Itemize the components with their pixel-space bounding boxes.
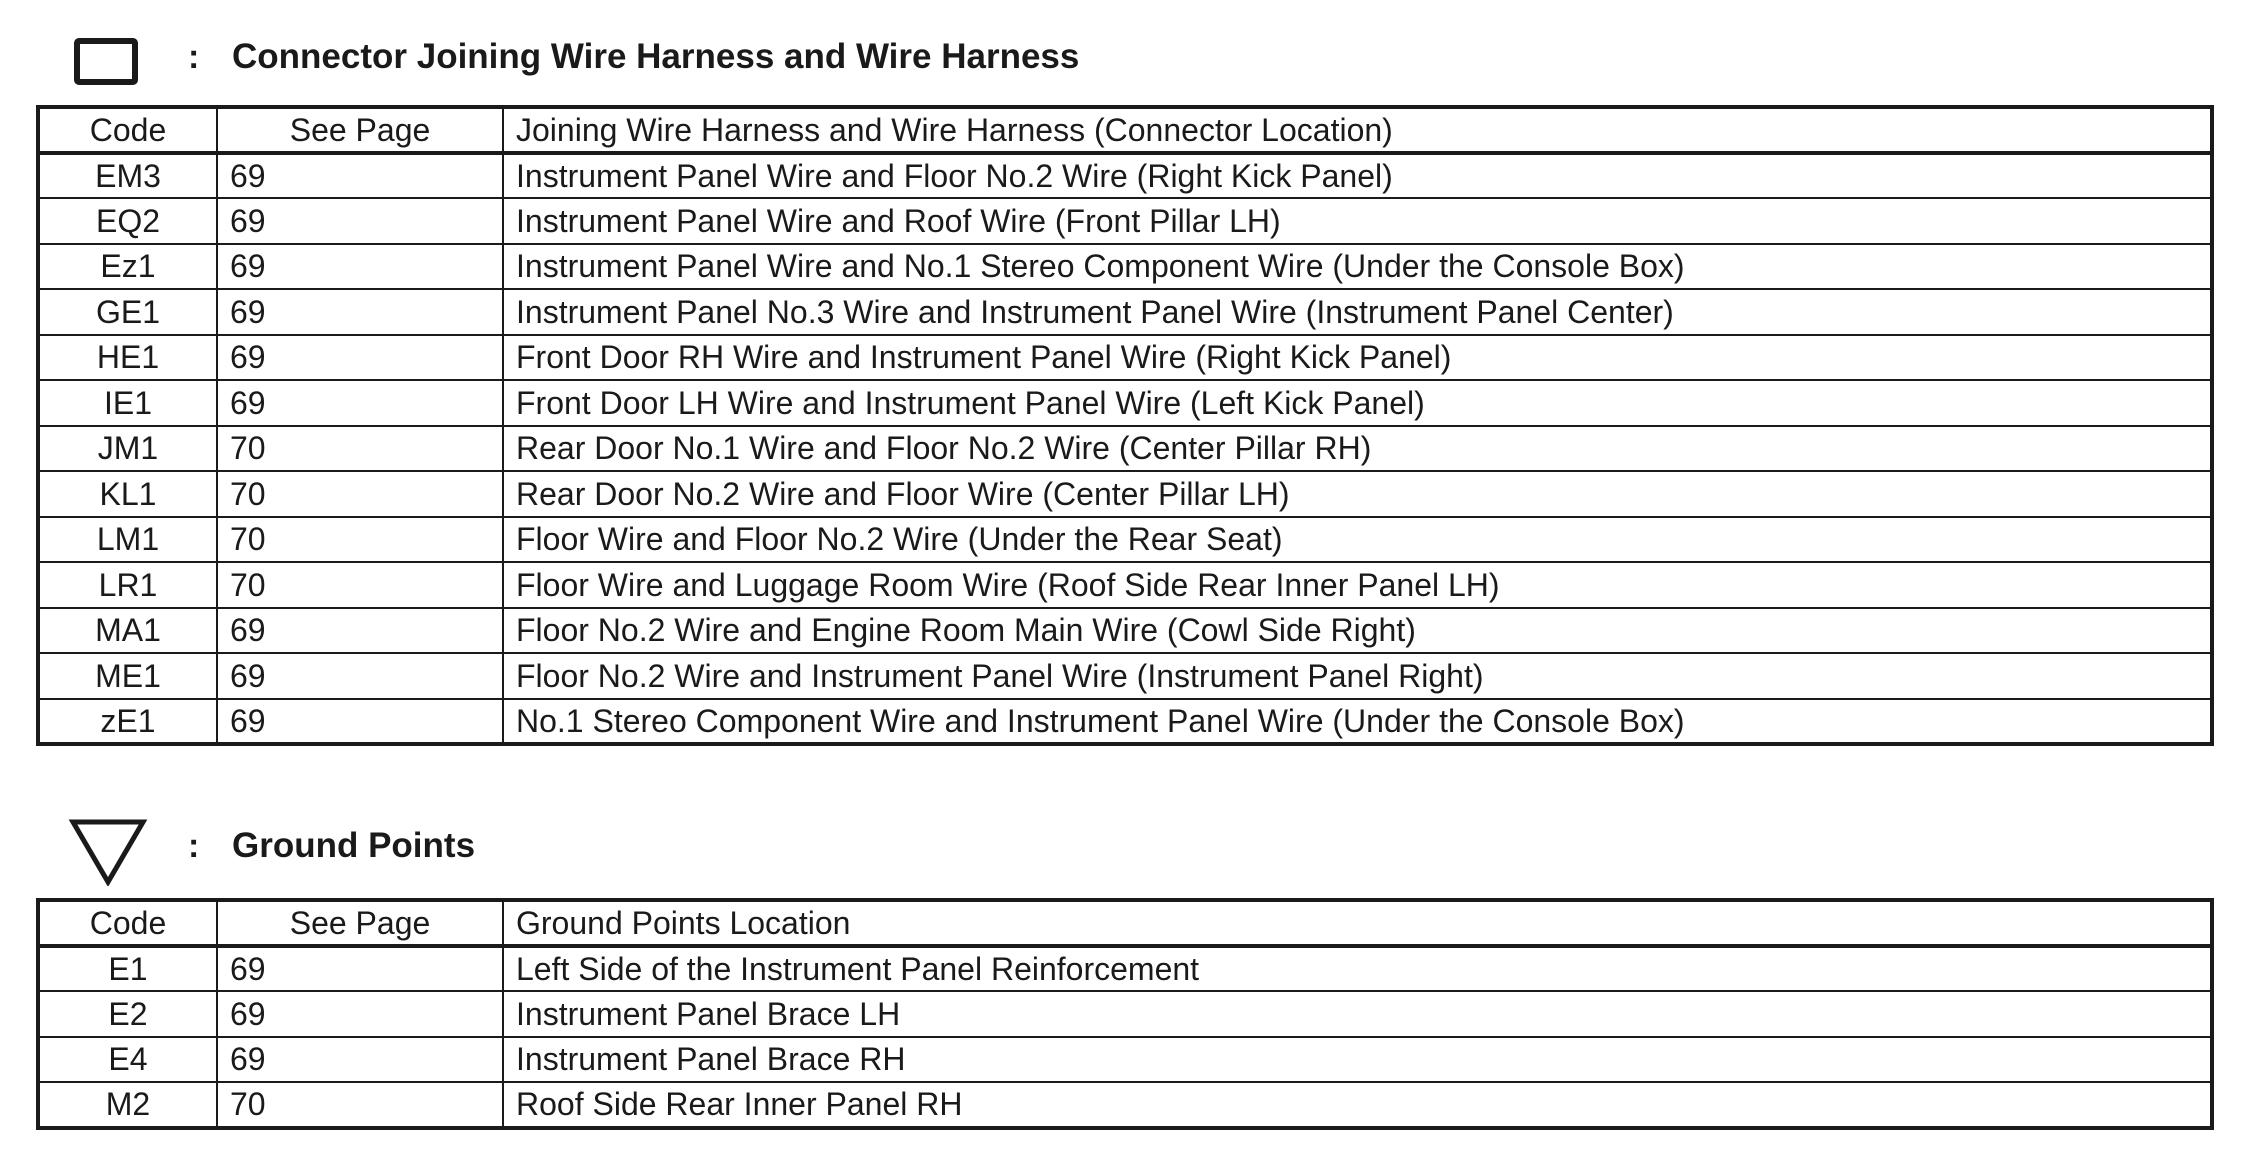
page-cell: 69 bbox=[217, 653, 503, 699]
ground-table-body bbox=[38, 946, 2212, 1128]
description-cell: Rear Door No.1 Wire and Floor No.2 Wire (Center Pillar RH) bbox=[503, 426, 2212, 472]
connector-header-description: Joining Wire Harness and Wire Harness (Connector Location) bbox=[503, 107, 2212, 153]
connector-table-header-row bbox=[38, 107, 2212, 153]
table-row bbox=[38, 380, 2212, 426]
connector-header-code: Code bbox=[38, 107, 217, 153]
ground-section-header bbox=[0, 790, 2250, 870]
code-cell: HE1 bbox=[38, 335, 217, 381]
page-cell: 69 bbox=[217, 244, 503, 290]
description-cell: Floor No.2 Wire and Engine Room Main Wire (Cowl Side Right) bbox=[503, 608, 2212, 654]
table-row bbox=[38, 699, 2212, 745]
code-cell: Ez1 bbox=[38, 244, 217, 290]
connector-header-see-page: See Page bbox=[217, 107, 503, 153]
table-row bbox=[38, 1082, 2212, 1128]
description-cell: Front Door LH Wire and Instrument Panel Wire (Left Kick Panel) bbox=[503, 380, 2212, 426]
description-cell: Instrument Panel Brace LH bbox=[503, 991, 2212, 1037]
page-cell: 70 bbox=[217, 517, 503, 563]
connector-symbol-icon bbox=[74, 38, 138, 85]
code-cell: ME1 bbox=[38, 653, 217, 699]
code-cell: M2 bbox=[38, 1082, 217, 1128]
table-row bbox=[38, 653, 2212, 699]
code-cell: MA1 bbox=[38, 608, 217, 654]
code-cell: E2 bbox=[38, 991, 217, 1037]
page-cell: 69 bbox=[217, 380, 503, 426]
description-cell: Floor Wire and Luggage Room Wire (Roof Side Rear Inner Panel LH) bbox=[503, 562, 2212, 608]
ground-header-code: Code bbox=[38, 900, 217, 946]
ground-header-description: Ground Points Location bbox=[503, 900, 2212, 946]
table-row bbox=[38, 198, 2212, 244]
table-row bbox=[38, 562, 2212, 608]
code-cell: zE1 bbox=[38, 699, 217, 745]
page-cell: 69 bbox=[217, 289, 503, 335]
description-cell: Instrument Panel Wire and Floor No.2 Wire (Right Kick Panel) bbox=[503, 153, 2212, 199]
description-cell: Rear Door No.2 Wire and Floor Wire (Center Pillar LH) bbox=[503, 471, 2212, 517]
page-cell: 70 bbox=[217, 471, 503, 517]
description-cell: Floor No.2 Wire and Instrument Panel Wire (Instrument Panel Right) bbox=[503, 653, 2212, 699]
ground-table-header-row bbox=[38, 900, 2212, 946]
description-cell: Floor Wire and Floor No.2 Wire (Under the Rear Seat) bbox=[503, 517, 2212, 563]
description-cell: Front Door RH Wire and Instrument Panel Wire (Right Kick Panel) bbox=[503, 335, 2212, 381]
description-cell: Left Side of the Instrument Panel Reinforcement bbox=[503, 946, 2212, 992]
description-cell: Instrument Panel Wire and Roof Wire (Front Pillar LH) bbox=[503, 198, 2212, 244]
connector-section-title: Connector Joining Wire Harness and Wire Harness bbox=[232, 37, 1080, 76]
description-cell: No.1 Stereo Component Wire and Instrument Panel Wire (Under the Console Box) bbox=[503, 699, 2212, 745]
table-row bbox=[38, 1037, 2212, 1083]
code-cell: GE1 bbox=[38, 289, 217, 335]
table-row bbox=[38, 426, 2212, 472]
connector-table bbox=[36, 105, 2214, 746]
code-cell: E4 bbox=[38, 1037, 217, 1083]
code-cell: LM1 bbox=[38, 517, 217, 563]
page-cell: 70 bbox=[217, 562, 503, 608]
description-cell: Instrument Panel Wire and No.1 Stereo Component Wire (Under the Console Box) bbox=[503, 244, 2212, 290]
page-cell: 69 bbox=[217, 991, 503, 1037]
code-cell: EM3 bbox=[38, 153, 217, 199]
connector-legend-colon: : bbox=[188, 38, 200, 76]
page-cell: 69 bbox=[217, 699, 503, 745]
ground-section-title: Ground Points bbox=[232, 826, 476, 865]
table-row bbox=[38, 946, 2212, 992]
page-cell: 70 bbox=[217, 1082, 503, 1128]
page-cell: 69 bbox=[217, 198, 503, 244]
ground-table bbox=[36, 898, 2214, 1130]
table-row bbox=[38, 517, 2212, 563]
table-row bbox=[38, 244, 2212, 290]
table-row bbox=[38, 289, 2212, 335]
code-cell: LR1 bbox=[38, 562, 217, 608]
table-row bbox=[38, 608, 2212, 654]
page-cell: 69 bbox=[217, 153, 503, 199]
page-cell: 69 bbox=[217, 1037, 503, 1083]
table-row bbox=[38, 335, 2212, 381]
description-cell: Instrument Panel No.3 Wire and Instrument Panel Wire (Instrument Panel Center) bbox=[503, 289, 2212, 335]
page-cell: 69 bbox=[217, 946, 503, 992]
page-cell: 70 bbox=[217, 426, 503, 472]
code-cell: E1 bbox=[38, 946, 217, 992]
ground-legend-colon: : bbox=[188, 827, 200, 865]
code-cell: IE1 bbox=[38, 380, 217, 426]
table-row bbox=[38, 471, 2212, 517]
table-row bbox=[38, 991, 2212, 1037]
page-cell: 69 bbox=[217, 335, 503, 381]
connector-section-header bbox=[0, 0, 2250, 80]
code-cell: EQ2 bbox=[38, 198, 217, 244]
ground-header-see-page: See Page bbox=[217, 900, 503, 946]
connector-table-body bbox=[38, 153, 2212, 745]
ground-symbol-icon bbox=[68, 818, 148, 886]
table-row bbox=[38, 153, 2212, 199]
code-cell: KL1 bbox=[38, 471, 217, 517]
page-cell: 69 bbox=[217, 608, 503, 654]
code-cell: JM1 bbox=[38, 426, 217, 472]
description-cell: Instrument Panel Brace RH bbox=[503, 1037, 2212, 1083]
description-cell: Roof Side Rear Inner Panel RH bbox=[503, 1082, 2212, 1128]
